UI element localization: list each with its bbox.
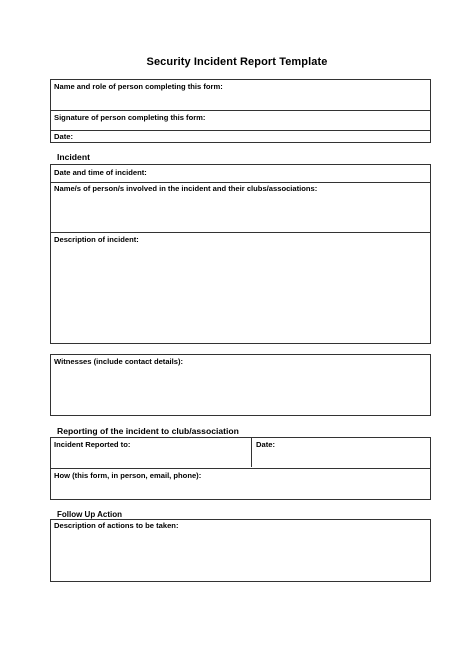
description-label: Description of incident: <box>54 235 139 244</box>
witnesses-label: Witnesses (include contact details): <box>54 357 184 366</box>
persons-involved-label: Name/s of person/s involved in the incident and their clubs/associations: <box>54 184 318 193</box>
actions-label: Description of actions to be taken: <box>54 521 179 530</box>
witnesses-box <box>50 354 431 416</box>
form-info-box <box>50 79 431 143</box>
name-role-label: Name and role of person completing this form: <box>54 82 223 91</box>
divider <box>251 438 252 467</box>
date-time-label: Date and time of incident: <box>54 168 147 177</box>
reported-to-label: Incident Reported to: <box>54 440 131 449</box>
divider <box>51 130 430 131</box>
follow-up-box <box>50 519 431 582</box>
divider <box>51 110 430 111</box>
follow-up-heading: Follow Up Action <box>57 510 123 519</box>
reporting-heading: Reporting of the incident to club/association <box>57 426 239 436</box>
divider <box>51 232 430 233</box>
incident-box <box>50 164 431 344</box>
reporting-date-label: Date: <box>256 440 275 449</box>
signature-label: Signature of person completing this form: <box>54 113 206 122</box>
divider <box>51 182 430 183</box>
how-reported-label: How (this form, in person, email, phone): <box>54 471 202 480</box>
reporting-box <box>50 437 431 500</box>
divider <box>51 468 430 469</box>
page-title: Security Incident Report Template <box>146 56 328 68</box>
date-label: Date: <box>54 132 73 141</box>
incident-heading: Incident <box>57 152 90 162</box>
